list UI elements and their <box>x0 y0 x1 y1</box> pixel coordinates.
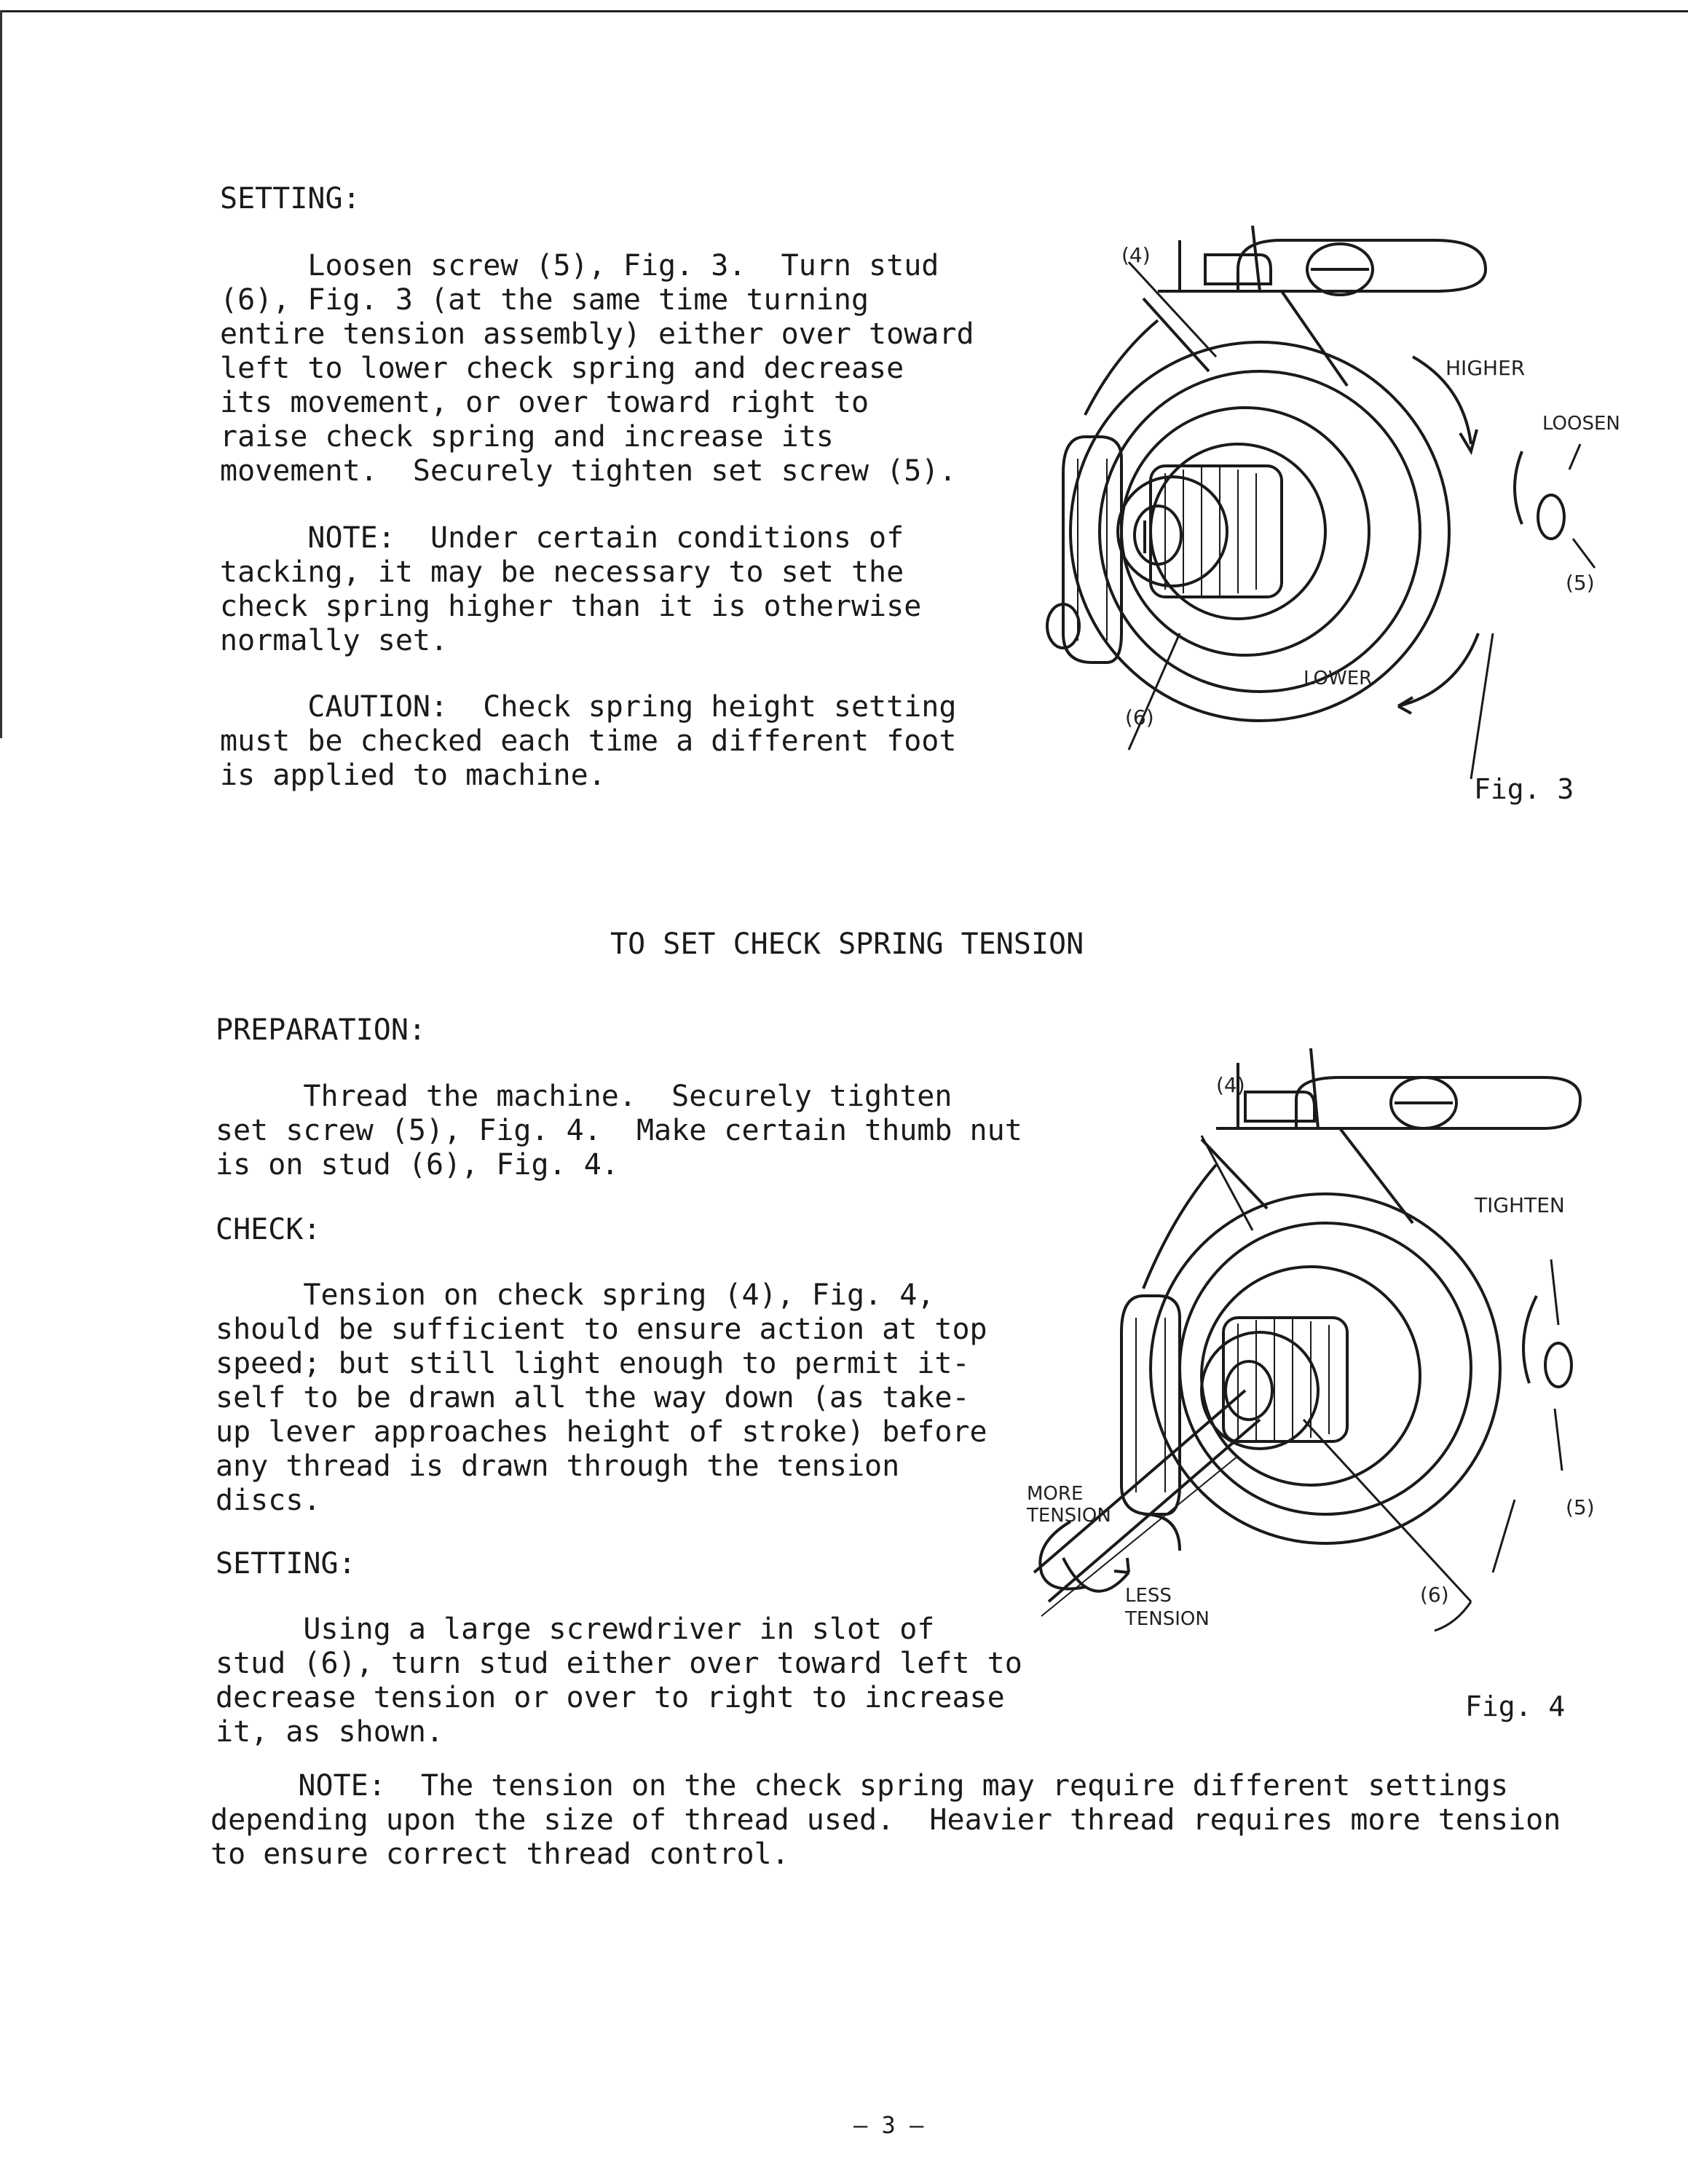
figure-4-illustration <box>1019 1048 1617 1663</box>
top-rule <box>0 10 1688 12</box>
fig4-label-more-tension: TENSION <box>1027 1505 1111 1527</box>
fig4-label-less-tension: TENSION <box>1125 1608 1210 1630</box>
figure-3-caption: Fig. 3 <box>1474 773 1574 805</box>
fig4-label-less: LESS <box>1125 1585 1172 1607</box>
check-paragraph: Tension on check spring (4), Fig. 4, should be sufficient to ensure action at top speed; but still light enough to permit it- self to be drawn all the way down (as take- up lever approaches height of stroke) before any thread is drawn through the tension discs. <box>216 1278 987 1517</box>
preparation-paragraph: Thread the machine. Securely tighten set screw (5), Fig. 4. Make certain thumb nut is on stud (6), Fig. 4. <box>216 1080 1022 1182</box>
preparation-heading: PREPARATION: <box>216 1013 426 1047</box>
fig3-label-loosen: LOOSEN <box>1542 413 1620 435</box>
scan-edge <box>0 10 2 738</box>
fig4-label-4: (4) <box>1216 1073 1245 1097</box>
figure-4-caption: Fig. 4 <box>1465 1690 1566 1722</box>
fig3-label-6: (6) <box>1125 705 1154 729</box>
fig3-label-4: (4) <box>1121 243 1151 267</box>
page-number: — 3 — <box>853 2111 924 2139</box>
setting-paragraph-2: Using a large screwdriver in slot of stud (6), turn stud either over toward left to decrease tension or over to right to increase it, as shown. <box>216 1613 1022 1749</box>
note-paragraph-2: NOTE: The tension on the check spring may require different settings depending upon the size of thread used. Heavier thread requires more tension to ensure correct thread control. <box>210 1769 1561 1871</box>
setting-heading-2: SETTING: <box>216 1547 356 1580</box>
fig4-label-more: MORE <box>1027 1483 1084 1505</box>
fig4-label-5: (5) <box>1566 1495 1595 1519</box>
setting-paragraph-1: Loosen screw (5), Fig. 3. Turn stud (6), Fig. 3 (at the same time turning entire tension assembly) either over toward left to lower check spring and decrease its movement, or over toward right to raise check spring and increase its movement. Securely tighten set screw (5). <box>220 249 974 488</box>
fig3-label-lower: LOWER <box>1304 668 1373 689</box>
fig4-label-tighten: TIGHTEN <box>1475 1193 1565 1217</box>
fig3-label-5: (5) <box>1566 571 1595 595</box>
note-paragraph-1: NOTE: Under certain conditions of tacking, it may be necessary to set the check spring higher than it is otherwise normally set. <box>220 521 922 657</box>
setting-heading-1: SETTING: <box>220 182 360 215</box>
caution-paragraph: CAUTION: Check spring height setting must be checked each time a different foot is applied to machine. <box>220 690 957 792</box>
figure-3-illustration <box>1019 211 1620 767</box>
check-heading: CHECK: <box>216 1213 321 1246</box>
fig3-label-higher: HIGHER <box>1446 356 1526 380</box>
section-title: TO SET CHECK SPRING TENSION <box>610 927 1084 961</box>
fig4-label-6: (6) <box>1420 1583 1449 1607</box>
